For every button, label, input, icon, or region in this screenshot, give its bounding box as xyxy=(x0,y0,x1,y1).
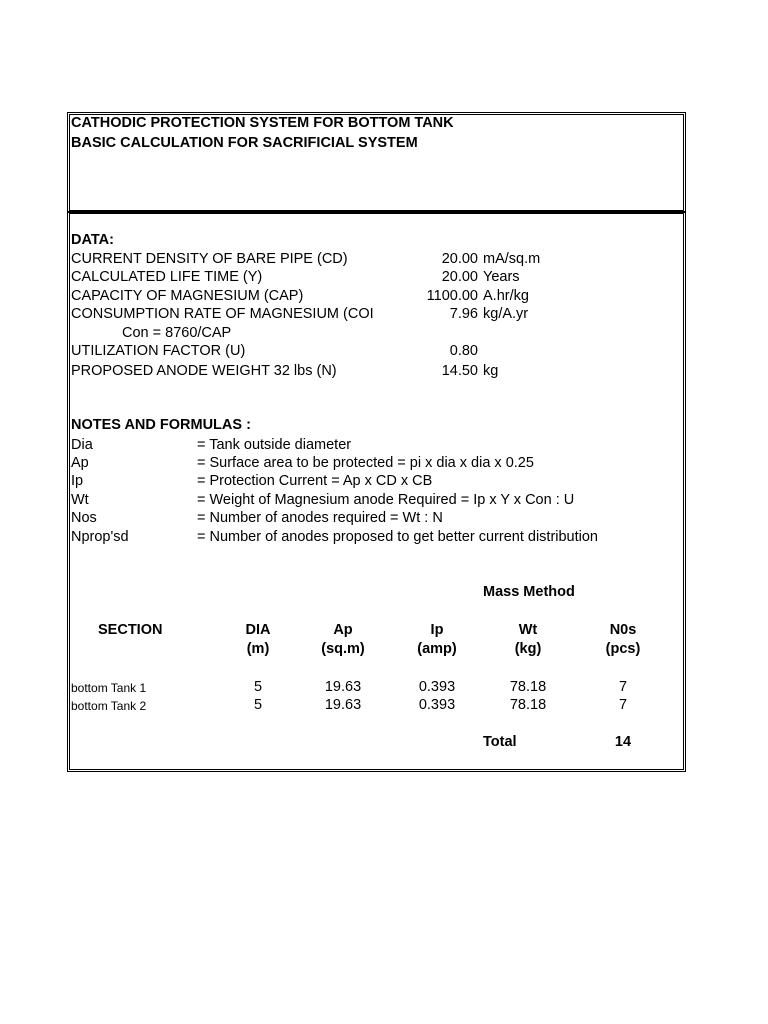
note-def: = Tank outside diameter xyxy=(197,437,352,453)
col-header-section: SECTION xyxy=(98,622,163,638)
data-value-n: 14.50 xyxy=(441,363,478,379)
table-cell-dia: 5 xyxy=(253,697,263,713)
note-term: Nos xyxy=(71,510,97,526)
table-cell-nos: 7 xyxy=(618,697,628,713)
table-cell-wt: 78.18 xyxy=(509,679,547,695)
data-formula-con: Con = 8760/CAP xyxy=(122,325,232,341)
data-unit-n: kg xyxy=(483,363,499,379)
table-cell-ip: 0.393 xyxy=(418,679,456,695)
col-header-dia: DIA xyxy=(245,622,271,638)
data-unit-cd: mA/sq.m xyxy=(483,251,541,267)
table-row-section: bottom Tank 1 xyxy=(71,681,147,695)
col-unit-wt: (kg) xyxy=(514,641,542,657)
data-unit-con: kg/A.yr xyxy=(483,306,529,322)
note-term: Wt xyxy=(71,492,89,508)
col-unit-ip: (amp) xyxy=(417,641,457,657)
col-unit-nos: (pcs) xyxy=(605,641,641,657)
table-row-section: bottom Tank 2 xyxy=(71,699,147,713)
data-label-u: UTILIZATION FACTOR (U) xyxy=(71,343,246,359)
table-cell-nos: 7 xyxy=(618,679,628,695)
note-term: Ap xyxy=(71,455,89,471)
data-value-cap: 1100.00 xyxy=(426,288,478,304)
note-def: = Weight of Magnesium anode Required = Ip x Y x Con : U xyxy=(197,492,575,508)
col-header-wt: Wt xyxy=(518,622,538,638)
data-label-cd: CURRENT DENSITY OF BARE PIPE (CD) xyxy=(71,251,348,267)
table-cell-dia: 5 xyxy=(253,679,263,695)
data-heading: DATA: xyxy=(71,232,114,248)
data-value-life: 20.00 xyxy=(441,269,478,285)
note-def: = Number of anodes proposed to get better current distribution xyxy=(197,529,599,545)
note-def: = Number of anodes required = Wt : N xyxy=(197,510,443,526)
col-unit-ap: (sq.m) xyxy=(321,641,365,657)
total-value: 14 xyxy=(614,734,632,750)
col-header-nos: N0s xyxy=(609,622,637,638)
data-value-cd: 20.00 xyxy=(441,251,478,267)
notes-heading: NOTES AND FORMULAS : xyxy=(71,417,251,433)
note-term: Dia xyxy=(71,437,93,453)
table-cell-wt: 78.18 xyxy=(509,697,547,713)
doc-title: CATHODIC PROTECTION SYSTEM FOR BOTTOM TANK xyxy=(71,115,454,131)
total-label: Total xyxy=(483,734,517,750)
data-label-con: CONSUMPTION RATE OF MAGNESIUM (COI xyxy=(71,306,374,322)
data-value-con: 7.96 xyxy=(449,306,478,322)
table-cell-ap: 19.63 xyxy=(324,697,362,713)
table-cell-ap: 19.63 xyxy=(324,679,362,695)
doc-subtitle: BASIC CALCULATION FOR SACRIFICIAL SYSTEM xyxy=(71,135,418,151)
data-unit-life: Years xyxy=(483,269,520,285)
data-value-u: 0.80 xyxy=(449,343,478,359)
col-header-ap: Ap xyxy=(333,622,353,638)
table-cell-ip: 0.393 xyxy=(418,697,456,713)
data-unit-cap: A.hr/kg xyxy=(483,288,529,304)
note-def: = Protection Current = Ap x CD x CB xyxy=(197,473,433,489)
note-def: = Surface area to be protected = pi x dia x dia x 0.25 xyxy=(197,455,534,471)
note-term: Nprop'sd xyxy=(71,529,129,545)
data-label-life: CALCULATED LIFE TIME (Y) xyxy=(71,269,263,285)
col-unit-dia: (m) xyxy=(246,641,270,657)
note-term: Ip xyxy=(71,473,84,489)
data-label-n: PROPOSED ANODE WEIGHT 32 lbs (N) xyxy=(71,363,337,379)
method-label: Mass Method xyxy=(483,584,575,600)
data-label-cap: CAPACITY OF MAGNESIUM (CAP) xyxy=(71,288,304,304)
col-header-ip: Ip xyxy=(430,622,444,638)
